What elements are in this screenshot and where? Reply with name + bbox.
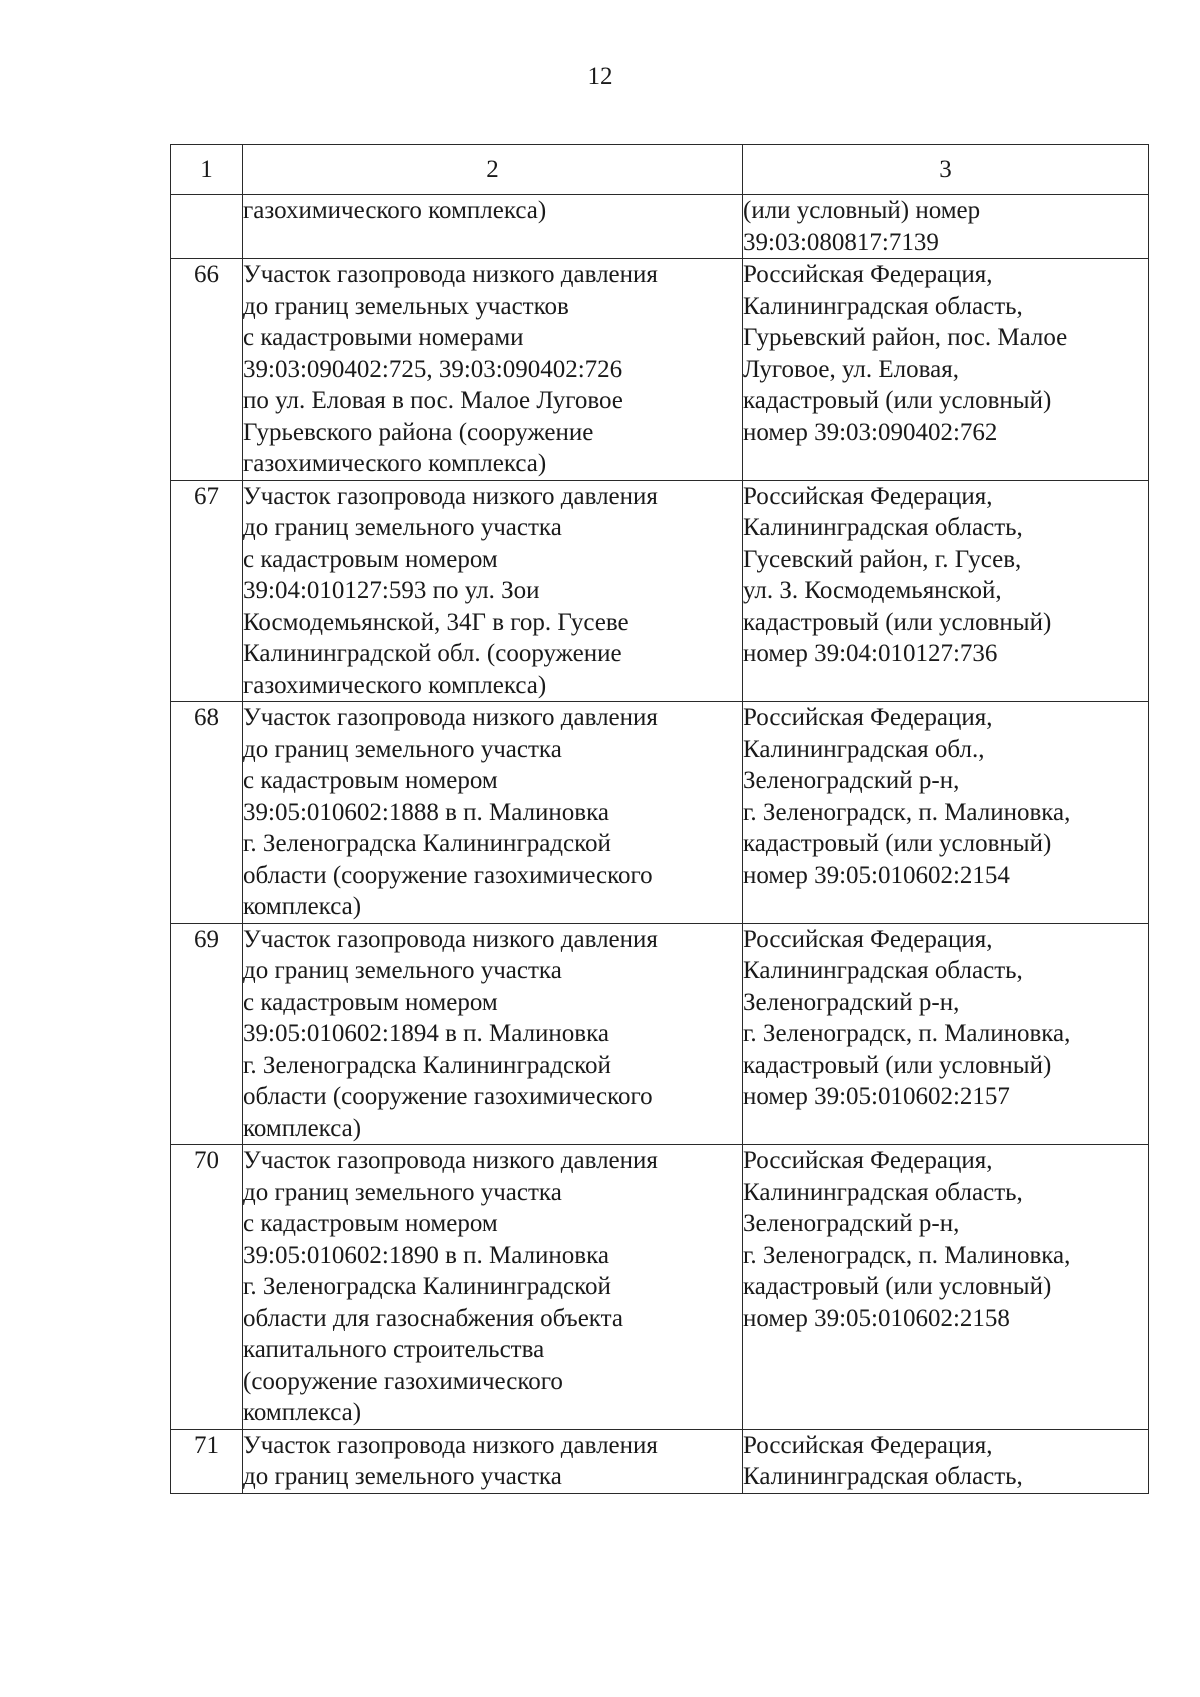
row-address: Российская Федерация, Калининградская область, — [743, 1429, 1149, 1493]
column-header-2: 2 — [243, 145, 743, 195]
table-row — [171, 1429, 1149, 1493]
row-number: 70 — [171, 1145, 243, 1430]
objects-table — [170, 144, 1149, 1494]
page-number: 12 — [587, 63, 613, 90]
table-row-continuation — [171, 195, 1149, 259]
row-number — [171, 195, 243, 259]
row-description: Участок газопровода низкого давления до границ земельного участка с кадастровым номером 39:05:010602:1888 в п. Малиновка г. Зеленоградска Калининградской области (сооружение газохимического комплекса) — [243, 702, 743, 924]
row-address: Российская Федерация, Калининградская обл., Зеленоградский р-н, г. Зеленоградск, п. Малиновка, кадастровый (или условный) номер 39:05:010602:2154 — [743, 702, 1149, 924]
row-number: 69 — [171, 923, 243, 1145]
table-row — [171, 259, 1149, 481]
row-address: Российская Федерация, Калининградская область, Зеленоградский р-н, г. Зеленоградск, п. Малиновка, кадастровый (или условный) номер 39:05:010602:2158 — [743, 1145, 1149, 1430]
row-description: Участок газопровода низкого давления до границ земельного участка с кадастровым номером 39:05:010602:1890 в п. Малиновка г. Зеленоградска Калининградской области для газоснабжения объекта капитального строительства (сооружение газохимического комплекса) — [243, 1145, 743, 1430]
row-address: (или условный) номер 39:03:080817:7139 — [743, 195, 1149, 259]
row-address: Российская Федерация, Калининградская область, Гурьевский район, пос. Малое Луговое, ул. Еловая, кадастровый (или условный) номер 39:03:090402:762 — [743, 259, 1149, 481]
row-number: 68 — [171, 702, 243, 924]
row-number: 71 — [171, 1429, 243, 1493]
row-description: Участок газопровода низкого давления до границ земельного участка с кадастровым номером 39:04:010127:593 по ул. Зои Космодемьянской, 34Г в гор. Гусеве Калининградской обл. (сооружение газохимического комплекса) — [243, 480, 743, 702]
column-header-3: 3 — [743, 145, 1149, 195]
row-number: 66 — [171, 259, 243, 481]
row-description: газохимического комплекса) — [243, 195, 743, 259]
table-row — [171, 480, 1149, 702]
column-header-1: 1 — [171, 145, 243, 195]
table-row — [171, 1145, 1149, 1430]
row-description: Участок газопровода низкого давления до границ земельного участка с кадастровым номером 39:05:010602:1894 в п. Малиновка г. Зеленоградска Калининградской области (сооружение газохимического комплекса) — [243, 923, 743, 1145]
table-row — [171, 923, 1149, 1145]
table-row — [171, 702, 1149, 924]
row-address: Российская Федерация, Калининградская область, Зеленоградский р-н, г. Зеленоградск, п. Малиновка, кадастровый (или условный) номер 39:05:010602:2157 — [743, 923, 1149, 1145]
row-description: Участок газопровода низкого давления до границ земельных участков с кадастровыми номерами 39:03:090402:725, 39:03:090402:726 по ул. Еловая в пос. Малое Луговое Гурьевского района (сооружение газохимического комплекса) — [243, 259, 743, 481]
row-address: Российская Федерация, Калининградская область, Гусевский район, г. Гусев, ул. З. Космодемьянской, кадастровый (или условный) номер 39:04:010127:736 — [743, 480, 1149, 702]
table-header-row — [171, 145, 1149, 195]
row-description: Участок газопровода низкого давления до границ земельного участка — [243, 1429, 743, 1493]
row-number: 67 — [171, 480, 243, 702]
